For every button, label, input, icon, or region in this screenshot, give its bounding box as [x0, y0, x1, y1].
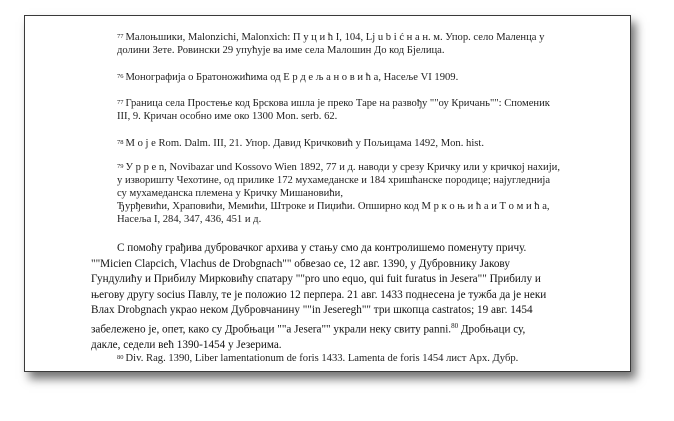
footnote-80: [117, 352, 590, 365]
footnote-line: [117, 31, 590, 44]
paragraph-line: ""Micien Clapcich, Vlachus de Drobgnach"" обвезао се, 12 авг. 1390, у Дубровнику Јакову: [91, 257, 510, 270]
footnote-79: [117, 161, 590, 226]
paragraph-line: [91, 319, 594, 338]
footnote-ref-80: 80: [451, 321, 459, 330]
footnote-line: Насеља I, 284, 347, 436, 451 и д.: [117, 214, 262, 225]
document-page: [24, 15, 631, 372]
footnote-text: Div. Rag. 1390, Liber lamentationum de foris 1433. Lamenta de foris 1454 лист Арх. Дубр.: [125, 353, 519, 364]
footnote-number: 78: [117, 139, 124, 146]
paragraph-text: забележено је, опет, како су Дробњаци ""a Jesera"" украли неку свиту panni.: [91, 323, 452, 336]
footnote-77a: [117, 31, 590, 57]
footnote-number: 76: [117, 73, 124, 80]
paragraph-line: дакле, седели већ 1390-1454 у Језерима.: [91, 338, 282, 351]
footnote-78: [117, 137, 590, 150]
footnote-number: 77: [117, 33, 124, 40]
paragraph-line: Влах Drobgnach украо неком Дубровчанину ""in Jeseregh"" три шкопца castratos; 19 авг. 1454: [91, 304, 533, 316]
footnote-line: [117, 161, 590, 174]
footnote-number: 79: [117, 163, 124, 170]
footnote-text: Малоњшики, Malonzichi, Malonxich: П у ц и ћ I, 104, Lj u b i ć н а н. м. Упор. село Маленца у: [125, 32, 545, 43]
footnote-text: Монографија о Братоножићима од Е р д е љ а н о в и ћ а, Насеље VI 1909.: [125, 72, 459, 83]
footnote-line: у изворишту Чехотине, од прилике 172 мухамеданске и 184 хришћанске породице; најугледнија: [117, 175, 551, 186]
footnote-line: су мухамеданска племена у Кричку Мишановићи,: [117, 188, 343, 199]
footnote-76: [117, 71, 590, 84]
footnote-line: Ђурђевићи, Храповићи, Мемићи, Штроке и Пиџићи. Опширно код М р к о њ и ћ а и Т о м и ћ а,: [117, 201, 550, 212]
footnote-line: долини Зете. Ровински 29 упућује ва име села Малошин До код Бјелица.: [117, 45, 445, 56]
footnote-number: 77: [117, 99, 124, 106]
footnote-text: М о ј е Rom. Dalm. III, 21. Упор. Давид Кричковић у Пољицама 1492, Mon. hist.: [125, 138, 484, 149]
footnote-77b: [117, 97, 590, 123]
footnote-line: III, 9. Кричан особно име око 1300 Mon. serb. 62.: [117, 111, 338, 122]
footnote-line: [117, 71, 590, 84]
paragraph-line: С помоћу грађива дубровачког архива у стању смо да контролишемо поменуту причу.: [117, 242, 527, 254]
body-paragraph: [91, 241, 594, 353]
paragraph-line: Гундулићу и Прибилу Мирковићу спатару ""pro uno equo, qui fuit furatus in Jesera"" Прибилу и: [91, 273, 541, 285]
footnote-number: 80: [117, 354, 124, 361]
footnote-text: Граница села Простење код Брскова ишла је преко Таре на развођу ""оу Кричань"": Споменик: [125, 98, 550, 109]
footnote-text: У р р е n, Novibazar und Kossovo Wien 1892, 77 и д. наводи у срезу Кричку или у кричкој нахији,: [125, 162, 560, 173]
paragraph-text-tail: Дробњаци су,: [458, 323, 526, 336]
footnote-line: [117, 352, 590, 365]
footnote-line: [117, 137, 590, 150]
footnote-line: [117, 97, 590, 110]
paragraph-line: његову другу socius Павлу, те је положио 12 перпера. 21 авг. 1433 поднесена је тужба да је неки: [91, 288, 547, 301]
